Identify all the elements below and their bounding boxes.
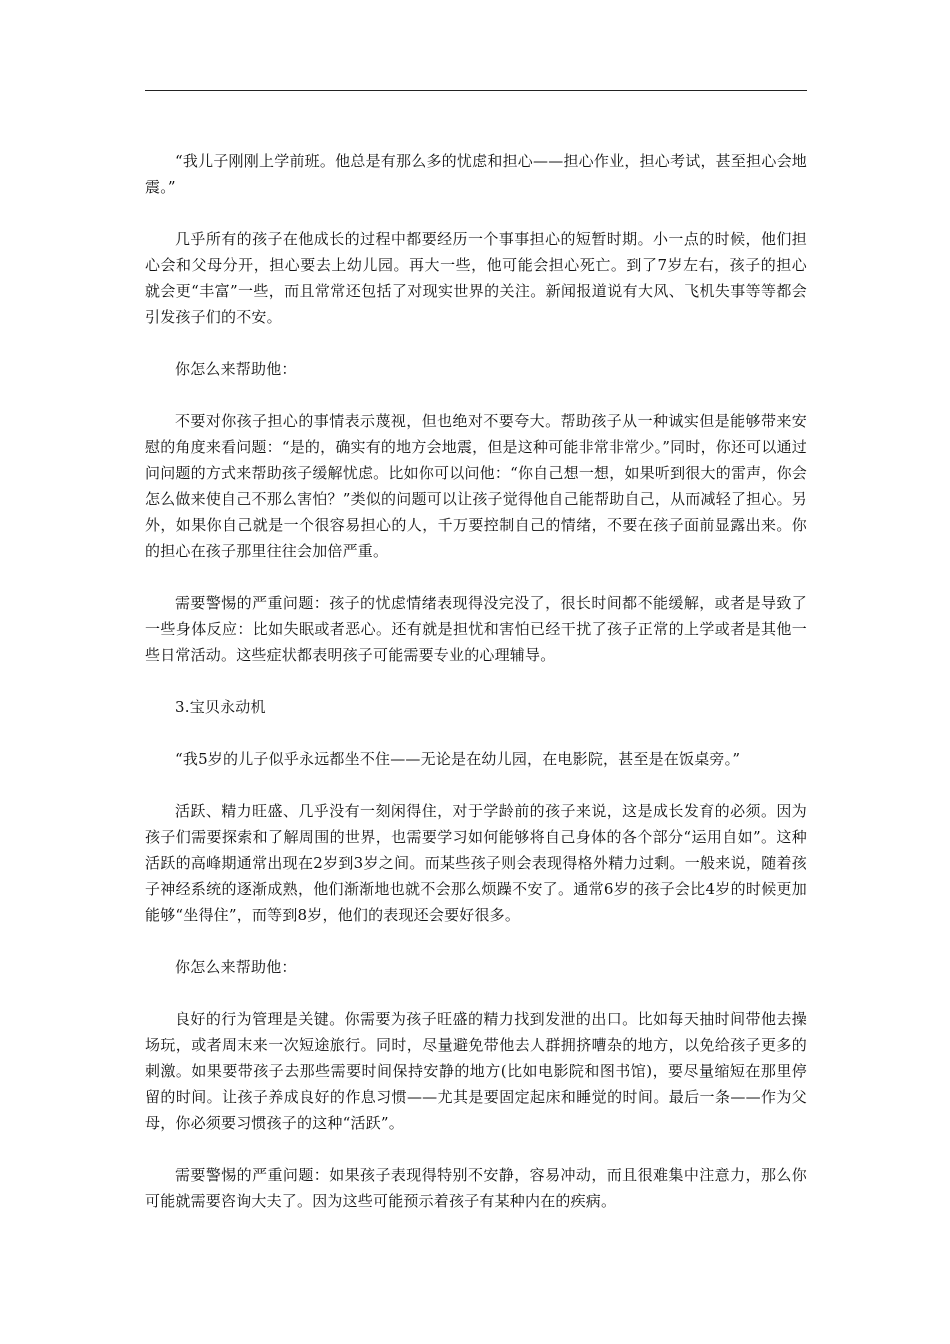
paragraph-quote-active: “我5岁的儿子似乎永远都坐不住——无论是在幼儿园，在电影院，甚至是在饭桌旁。” [175, 750, 741, 768]
paragraph-worry-advice: 不要对你孩子担心的事情表示蔑视，但也绝对不要夸大。帮助孩子从一种诚实但是能够带来安慰的角度来看问题：“是的，确实有的地方会地震，但是这种可能非常非常少。”同时，你还可以通过问问题的方式来帮助孩子缓解忧虑。比如你可以问他：“你自己想一想，如果听到很大的雷声，你会怎么做来使自己不那么害怕？”类似的问题可以让孩子觉得他自己能帮助自己，从而减轻了担心。另外，如果你自己就是一个很容易担心的人，千万要控制自己的情绪，不要在孩子面前显露出来。你的担心在孩子那里往往会加倍严重。 [145, 412, 807, 560]
paragraph-active-explanation: 活跃、精力旺盛、几乎没有一刻闲得住，对于学龄前的孩子来说，这是成长发育的必须。因为孩子们需要探索和了解周围的世界，也需要学习如何能够将自己身体的各个部分“运用自如”。这种活跃的高峰期通常出现在2岁到3岁之间。而某些孩子则会表现得格外精力过剩。一般来说，随着孩子神经系统的逐渐成熟，他们渐渐地也就不会那么烦躁不安了。通常6岁的孩子会比4岁的时候更加能够“坐得住”，而等到8岁，他们的表现还会要好很多。 [145, 802, 807, 924]
section-heading: 3.宝贝永动机 [175, 698, 266, 716]
document-body [145, 148, 807, 1240]
paragraph-active-advice: 良好的行为管理是关键。你需要为孩子旺盛的精力找到发泄的出口。比如每天抽时间带他去操场玩，或者周末来一次短途旅行。同时，尽量避免带他去人群拥挤嘈杂的地方，以免给孩子更多的刺激。如果要带孩子去那些需要时间保持安静的地方(比如电影院和图书馆)，要尽量缩短在那里停留的时间。让孩子养成良好的作息习惯——尤其是要固定起床和睡觉的时间。最后一条——作为父母，你必须要习惯孩子的这种“活跃”。 [145, 1010, 807, 1132]
paragraph-worry-explanation: 几乎所有的孩子在他成长的过程中都要经历一个事事担心的短暂时期。小一点的时候，他们担心会和父母分开，担心要去上幼儿园。再大一些，他可能会担心死亡。到了7岁左右，孩子的担心就会更“丰富”一些，而且常常还包括了对现实世界的关注。新闻报道说有大风、飞机失事等等都会引发孩子们的不安。 [145, 230, 807, 326]
paragraph-how-to-help-heading: 你怎么来帮助他： [175, 360, 297, 378]
header-rule [145, 90, 807, 91]
paragraph-quote-worry: “我儿子刚刚上学前班。他总是有那么多的忧虑和担心——担心作业，担心考试，甚至担心会地震。” [145, 152, 807, 196]
paragraph-how-to-help-heading-2: 你怎么来帮助他： [175, 958, 297, 976]
paragraph-active-warning: 需要警惕的严重问题：如果孩子表现得特别不安静，容易冲动，而且很难集中注意力，那么你可能就需要咨询大夫了。因为这些可能预示着孩子有某种内在的疾病。 [145, 1166, 807, 1210]
paragraph-worry-warning: 需要警惕的严重问题：孩子的忧虑情绪表现得没完没了，很长时间都不能缓解，或者是导致了一些身体反应：比如失眠或者恶心。还有就是担忧和害怕已经干扰了孩子正常的上学或者是其他一些日常活动。这些症状都表明孩子可能需要专业的心理辅导。 [145, 594, 807, 664]
